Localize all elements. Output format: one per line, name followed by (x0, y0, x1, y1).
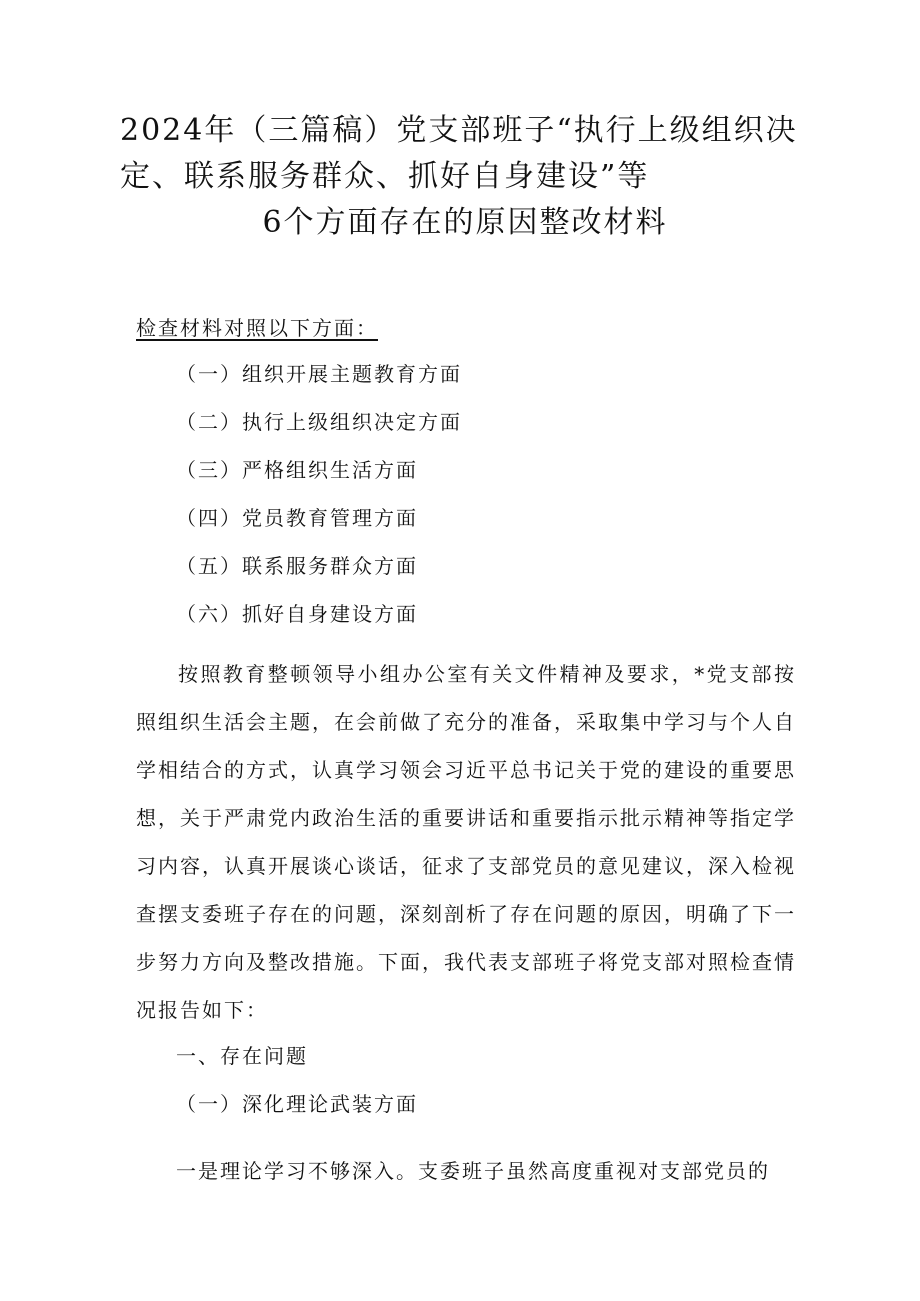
aspect-item: （二）执行上级组织决定方面 (176, 410, 462, 434)
aspect-item: （五）联系服务群众方面 (176, 554, 418, 578)
aspect-item: （四）党员教育管理方面 (176, 506, 418, 530)
title-line-3: 6个方面存在的原因整改材料 (262, 205, 668, 240)
aspect-item: （一）组织开展主题教育方面 (176, 362, 462, 386)
title-line-2: 定、联系服务群众、抓好自身建设”等 (120, 159, 650, 194)
intro-label: 检查材料对照以下方面： (136, 316, 378, 340)
aspect-item: （六）抓好自身建设方面 (176, 602, 418, 626)
aspect-item: （三）严格组织生活方面 (176, 458, 418, 482)
title-line-1: 2024年（三篇稿）党支部班子“执行上级组织决 (120, 113, 798, 148)
document-title (120, 108, 810, 246)
subsection-heading: （一）深化理论武装方面 (176, 1092, 418, 1116)
last-paragraph-start: 一是理论学习不够深入。支委班子虽然高度重视对支部党员的 (176, 1159, 770, 1183)
section-heading: 一、存在问题 (176, 1044, 308, 1068)
aspect-list (176, 360, 462, 648)
body-paragraph: 按照教育整顿领导小组办公室有关文件精神及要求，*党支部按照组织生活会主题，在会前做了充分的准备，采取集中学习与个人自学相结合的方式，认真学习领会习近平总书记关于党的建设的重要思想，关于严肃党内政治生活的重要讲话和重要指示批示精神等指定学习内容，认真开展谈心谈话，征求了支部党员的意见建议，深入检视查摆支委班子存在的问题，深刻剖析了存在问题的原因，明确了下一步努力方向及整改措施。下面，我代表支部班子将党支部对照检查情况报告如下： (136, 662, 796, 1022)
